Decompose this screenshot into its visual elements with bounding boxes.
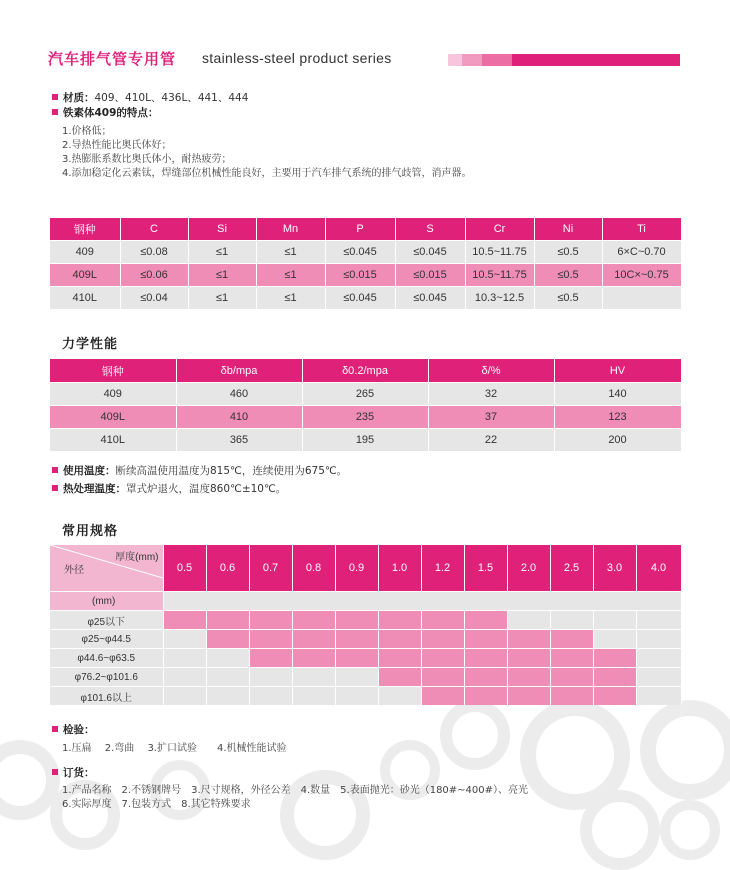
thickness-header: 0.8 [292, 545, 335, 592]
spec-cell [550, 649, 593, 668]
spec-cell [206, 687, 249, 706]
spec-cell [550, 630, 593, 649]
specs-body [50, 611, 681, 706]
table-cell: ≤1 [188, 287, 256, 310]
spec-cell [292, 630, 335, 649]
spec-cell [593, 630, 636, 649]
spec-cell [249, 611, 292, 630]
spec-cell [636, 649, 681, 668]
spec-row [50, 649, 681, 668]
spec-cell [507, 687, 550, 706]
spec-cell [249, 649, 292, 668]
table-cell: ≤0.045 [325, 241, 395, 264]
table-cell: ≤1 [256, 287, 325, 310]
mechanical-header-row [50, 359, 681, 383]
feature-item: 1.价格低； [62, 126, 112, 137]
thickness-header: 2.0 [507, 545, 550, 592]
specs-header-row [50, 545, 681, 592]
feature-item: 3.热膨胀系数比奥氏体小，耐热疲劳； [62, 154, 232, 165]
spec-cell [378, 649, 421, 668]
material-line [52, 90, 248, 105]
col-header: δb/mpa [176, 359, 302, 383]
spec-cell [636, 668, 681, 687]
thickness-header: 0.6 [206, 545, 249, 592]
spec-cell [593, 649, 636, 668]
spec-cell [292, 611, 335, 630]
spec-cell [249, 668, 292, 687]
spec-cell [507, 630, 550, 649]
col-header: S [395, 218, 465, 241]
bullet-icon [52, 769, 58, 775]
table-cell: ≤0.5 [534, 287, 602, 310]
bullet-icon [52, 94, 58, 100]
table-cell: ≤0.06 [120, 264, 188, 287]
col-header: Mn [256, 218, 325, 241]
bullet-icon [52, 726, 58, 732]
spec-cell [378, 668, 421, 687]
table-cell: ≤0.045 [395, 287, 465, 310]
table-row [50, 383, 681, 406]
spec-row-label: φ76.2~φ101.6 [50, 668, 163, 687]
thickness-header: 0.9 [335, 545, 378, 592]
spec-row [50, 687, 681, 706]
usage-temp-line [52, 463, 347, 478]
table-cell: ≤0.045 [325, 287, 395, 310]
table-cell: ≤1 [256, 241, 325, 264]
ordering-line [52, 765, 95, 780]
table-cell: 410L [50, 429, 176, 452]
bullet-icon [52, 485, 58, 491]
spec-cell [163, 611, 206, 630]
feature-item: 2.导热性能比奥氏体好； [62, 140, 172, 151]
ferrite-label: 铁素体409的特点： [63, 107, 159, 119]
table-cell: ≤0.5 [534, 264, 602, 287]
spec-cell [464, 649, 507, 668]
inspection-line [52, 722, 95, 737]
table-cell: 123 [554, 406, 681, 429]
spec-cell [249, 687, 292, 706]
spec-cell [421, 668, 464, 687]
table-cell: 235 [302, 406, 428, 429]
thickness-header: 1.0 [378, 545, 421, 592]
corner-unit-label: (mm) [50, 592, 163, 611]
header-bar-4 [512, 54, 680, 66]
spec-cell [593, 668, 636, 687]
ordering-items-2: 6.实际厚度 7.包装方式 8.其它特殊要求 [62, 799, 251, 810]
spec-cell [593, 687, 636, 706]
table-cell: 409L [50, 264, 120, 287]
material-value: 409、410L、436L、441、444 [94, 92, 249, 104]
table-cell: 140 [554, 383, 681, 406]
thickness-header: 1.5 [464, 545, 507, 592]
col-header: 钢种 [50, 218, 120, 241]
col-header: C [120, 218, 188, 241]
table-row [50, 429, 681, 452]
thickness-header: 3.0 [593, 545, 636, 592]
spec-cell [464, 687, 507, 706]
col-header: Ti [602, 218, 681, 241]
table-row [50, 241, 681, 264]
spec-cell [421, 611, 464, 630]
spec-cell [163, 687, 206, 706]
table-cell: 409 [50, 383, 176, 406]
mechanical-table [50, 359, 682, 451]
table-cell: ≤0.5 [534, 241, 602, 264]
spec-cell [206, 611, 249, 630]
spec-cell [292, 649, 335, 668]
table-cell: 10C×~0.75 [602, 264, 681, 287]
thickness-header: 2.5 [550, 545, 593, 592]
table-cell: 195 [302, 429, 428, 452]
col-header: HV [554, 359, 681, 383]
header-bar-2 [462, 54, 482, 66]
table-cell: 10.5~11.75 [465, 264, 534, 287]
col-header: P [325, 218, 395, 241]
spec-cell [206, 649, 249, 668]
ordering-items-1: 1.产品名称 2.不锈钢牌号 3.尺寸规格，外径公差 4.数量 5.表面抛光：砂光（180#~400#）、亮光 [62, 785, 529, 796]
bullet-icon [52, 467, 58, 473]
composition-header-row [50, 218, 681, 241]
spec-cell [550, 687, 593, 706]
table-row [50, 406, 681, 429]
col-header: Ni [534, 218, 602, 241]
table-cell [602, 287, 681, 310]
spec-cell [421, 630, 464, 649]
spec-row [50, 630, 681, 649]
spec-cell [206, 630, 249, 649]
table-cell: 10.3~12.5 [465, 287, 534, 310]
spec-cell [421, 649, 464, 668]
table-cell: 200 [554, 429, 681, 452]
spec-cell [464, 630, 507, 649]
specs-table [50, 545, 682, 705]
thickness-header: 4.0 [636, 545, 681, 592]
specs-corner-cell [50, 545, 163, 592]
spec-cell [163, 592, 681, 611]
spec-row-label: φ101.6以上 [50, 687, 163, 706]
header-bar-3 [482, 54, 512, 66]
spec-cell [378, 630, 421, 649]
heat-treat-label: 热处理温度： [63, 483, 126, 495]
spec-cell [163, 668, 206, 687]
table-cell: ≤1 [188, 241, 256, 264]
table-cell: 32 [428, 383, 554, 406]
table-cell: ≤0.045 [395, 241, 465, 264]
table-cell: 410 [176, 406, 302, 429]
table-cell: 37 [428, 406, 554, 429]
spec-cell [464, 668, 507, 687]
table-cell: ≤0.015 [325, 264, 395, 287]
spec-cell [507, 611, 550, 630]
spec-cell [378, 611, 421, 630]
spec-row-label: φ25~φ44.5 [50, 630, 163, 649]
usage-temp-value: 断续高温使用温度为815℃，连续使用为675℃。 [115, 465, 348, 477]
table-cell: 460 [176, 383, 302, 406]
table-cell: 22 [428, 429, 554, 452]
table-cell: ≤0.08 [120, 241, 188, 264]
spec-cell [507, 649, 550, 668]
table-cell: 6×C~0.70 [602, 241, 681, 264]
table-cell: ≤1 [188, 264, 256, 287]
spec-row-label: φ25以下 [50, 611, 163, 630]
spec-cell [292, 687, 335, 706]
spec-cell [593, 611, 636, 630]
spec-cell [636, 630, 681, 649]
spec-row [50, 668, 681, 687]
thickness-header: 0.7 [249, 545, 292, 592]
spec-cell [636, 611, 681, 630]
thickness-header: 1.2 [421, 545, 464, 592]
composition-table [50, 218, 682, 309]
table-cell: 409 [50, 241, 120, 264]
spec-cell [464, 611, 507, 630]
col-header: Cr [465, 218, 534, 241]
spec-cell [421, 687, 464, 706]
spec-cell [378, 687, 421, 706]
inspection-items: 1.压扁 2.弯曲 3.扩口试验 4.机械性能试验 [62, 743, 287, 754]
spec-cell [206, 668, 249, 687]
feature-item: 4.添加稳定化云素钛，焊缝部位机械性能良好，主要用于汽车排气系统的排气歧管，消声器。 [62, 168, 472, 179]
spec-row [50, 611, 681, 630]
table-cell: ≤0.04 [120, 287, 188, 310]
table-cell: 10.5~11.75 [465, 241, 534, 264]
specs-unit-row [50, 592, 681, 611]
table-cell: ≤0.015 [395, 264, 465, 287]
table-cell: 365 [176, 429, 302, 452]
material-label: 材质： [63, 92, 95, 104]
spec-cell [550, 611, 593, 630]
spec-cell [335, 668, 378, 687]
thickness-header: 0.5 [163, 545, 206, 592]
corner-od-label: 外径 [64, 565, 84, 576]
table-cell: 409L [50, 406, 176, 429]
spec-cell [249, 630, 292, 649]
ordering-label: 订货： [63, 767, 95, 779]
heat-treat-line [52, 481, 286, 496]
usage-temp-label: 使用温度： [63, 465, 116, 477]
heat-treat-value: 罩式炉退火，温度860℃±10℃。 [126, 483, 287, 495]
spec-cell [550, 668, 593, 687]
spec-cell [335, 649, 378, 668]
spec-cell [335, 630, 378, 649]
spec-cell [292, 668, 335, 687]
col-header: 钢种 [50, 359, 176, 383]
corner-thickness-label: 厚度(mm) [115, 552, 159, 563]
table-cell: 410L [50, 287, 120, 310]
spec-cell [335, 687, 378, 706]
spec-cell [507, 668, 550, 687]
spec-row-label: φ44.6~φ63.5 [50, 649, 163, 668]
specs-title: 常用规格 [62, 524, 119, 539]
bullet-icon [52, 109, 58, 115]
table-row [50, 287, 681, 310]
col-header: δ/% [428, 359, 554, 383]
inspection-label: 检验： [63, 724, 95, 736]
col-header: δ0.2/mpa [302, 359, 428, 383]
spec-cell [163, 649, 206, 668]
col-header: Si [188, 218, 256, 241]
header-bar-1 [448, 54, 462, 66]
spec-cell [335, 611, 378, 630]
spec-cell [636, 687, 681, 706]
mechanical-title: 力学性能 [62, 337, 119, 352]
spec-cell [163, 630, 206, 649]
table-cell: ≤1 [256, 264, 325, 287]
table-row [50, 264, 681, 287]
ferrite-line [52, 105, 158, 120]
page-title-en: stainless-steel product series [202, 50, 392, 66]
table-cell: 265 [302, 383, 428, 406]
page-title-cn: 汽车排气管专用管 [48, 50, 177, 68]
